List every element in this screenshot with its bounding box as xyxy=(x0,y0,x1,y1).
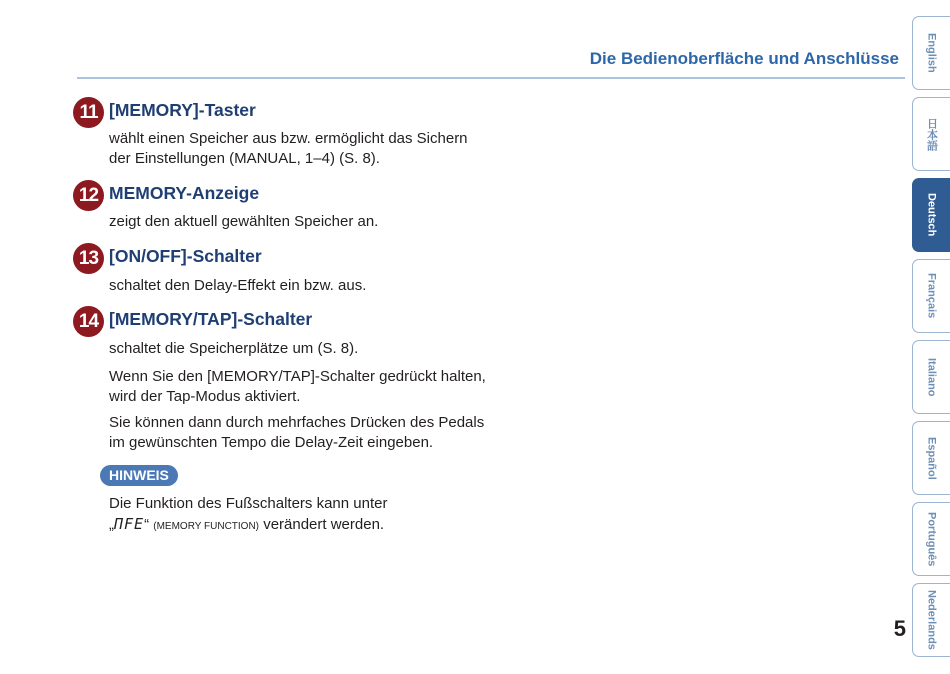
text-line: der Einstellungen (MANUAL, 1–4) (S. 8). xyxy=(109,150,380,167)
tab-label: Nederlands xyxy=(925,590,938,650)
memory-function-label: (MEMORY FUNCTION) xyxy=(153,521,260,532)
tab-deutsch[interactable] xyxy=(912,178,950,252)
tab-italiano[interactable] xyxy=(912,340,950,414)
text-line: Wenn Sie den [MEMORY/TAP]-Schalter gedrückt halten, xyxy=(109,368,486,385)
item-title: MEMORY-Anzeige xyxy=(109,183,260,203)
item-number-badge: 13 xyxy=(73,243,104,274)
item-number-badge: 11 xyxy=(73,97,104,128)
tab-label: Italiano xyxy=(925,357,938,397)
tab-label: Deutsch xyxy=(925,193,938,237)
text-line: schaltet den Delay-Effekt ein bzw. aus. xyxy=(109,277,367,294)
item-14-paragraph-1 xyxy=(109,339,509,359)
tab-english[interactable] xyxy=(912,16,950,90)
item-number-badge: 12 xyxy=(73,180,104,211)
text-line: Sie können dann durch mehrfaches Drücken des Pedals xyxy=(109,414,485,431)
item-13-description xyxy=(109,276,509,296)
tab-label: 日本語 xyxy=(925,117,938,151)
item-11-description xyxy=(109,129,509,169)
text-line: wählt einen Speicher aus bzw. ermöglicht das Sichern xyxy=(109,130,468,147)
item-12-description xyxy=(109,212,509,232)
text-line: wird der Tap-Modus aktiviert. xyxy=(109,388,301,405)
text-line: zeigt den aktuell gewählten Speicher an. xyxy=(109,213,379,230)
header-rule xyxy=(77,77,905,79)
text-line: Die Funktion des Fußschalters kann unter xyxy=(109,495,388,512)
hint-text xyxy=(109,494,509,537)
item-14-paragraph-3 xyxy=(109,413,509,453)
page-number: 5 xyxy=(893,616,906,641)
tab-label: Français xyxy=(925,273,938,319)
tab-nederlands[interactable] xyxy=(912,583,950,657)
tab-francais[interactable] xyxy=(912,259,950,333)
item-title: [MEMORY]-Taster xyxy=(109,100,256,120)
tab-japanese[interactable] xyxy=(912,97,950,171)
quote-open: „ xyxy=(109,516,114,533)
tab-espanol[interactable] xyxy=(912,421,950,495)
tab-label: English xyxy=(925,33,938,73)
quote-close: “ xyxy=(144,516,150,533)
text-line xyxy=(109,514,509,537)
item-number-badge: 14 xyxy=(73,306,104,337)
tab-label: Español xyxy=(925,436,938,480)
display-code: ΠFE xyxy=(114,515,145,533)
page-header-title: Die Bedienoberfläche und Anschlüsse xyxy=(589,49,899,68)
item-title: [MEMORY/TAP]-Schalter xyxy=(109,309,313,329)
item-title: [ON/OFF]-Schalter xyxy=(109,246,262,266)
tab-label: Português xyxy=(925,511,938,567)
tab-portugues[interactable] xyxy=(912,502,950,576)
text-tail: verändert werden. xyxy=(263,516,385,533)
text-line: im gewünschten Tempo die Delay-Zeit eingeben. xyxy=(109,434,434,451)
hint-badge: HINWEIS xyxy=(100,465,178,486)
text-line: schaltet die Speicherplätze um (S. 8). xyxy=(109,340,359,357)
item-14-paragraph-2 xyxy=(109,367,509,407)
